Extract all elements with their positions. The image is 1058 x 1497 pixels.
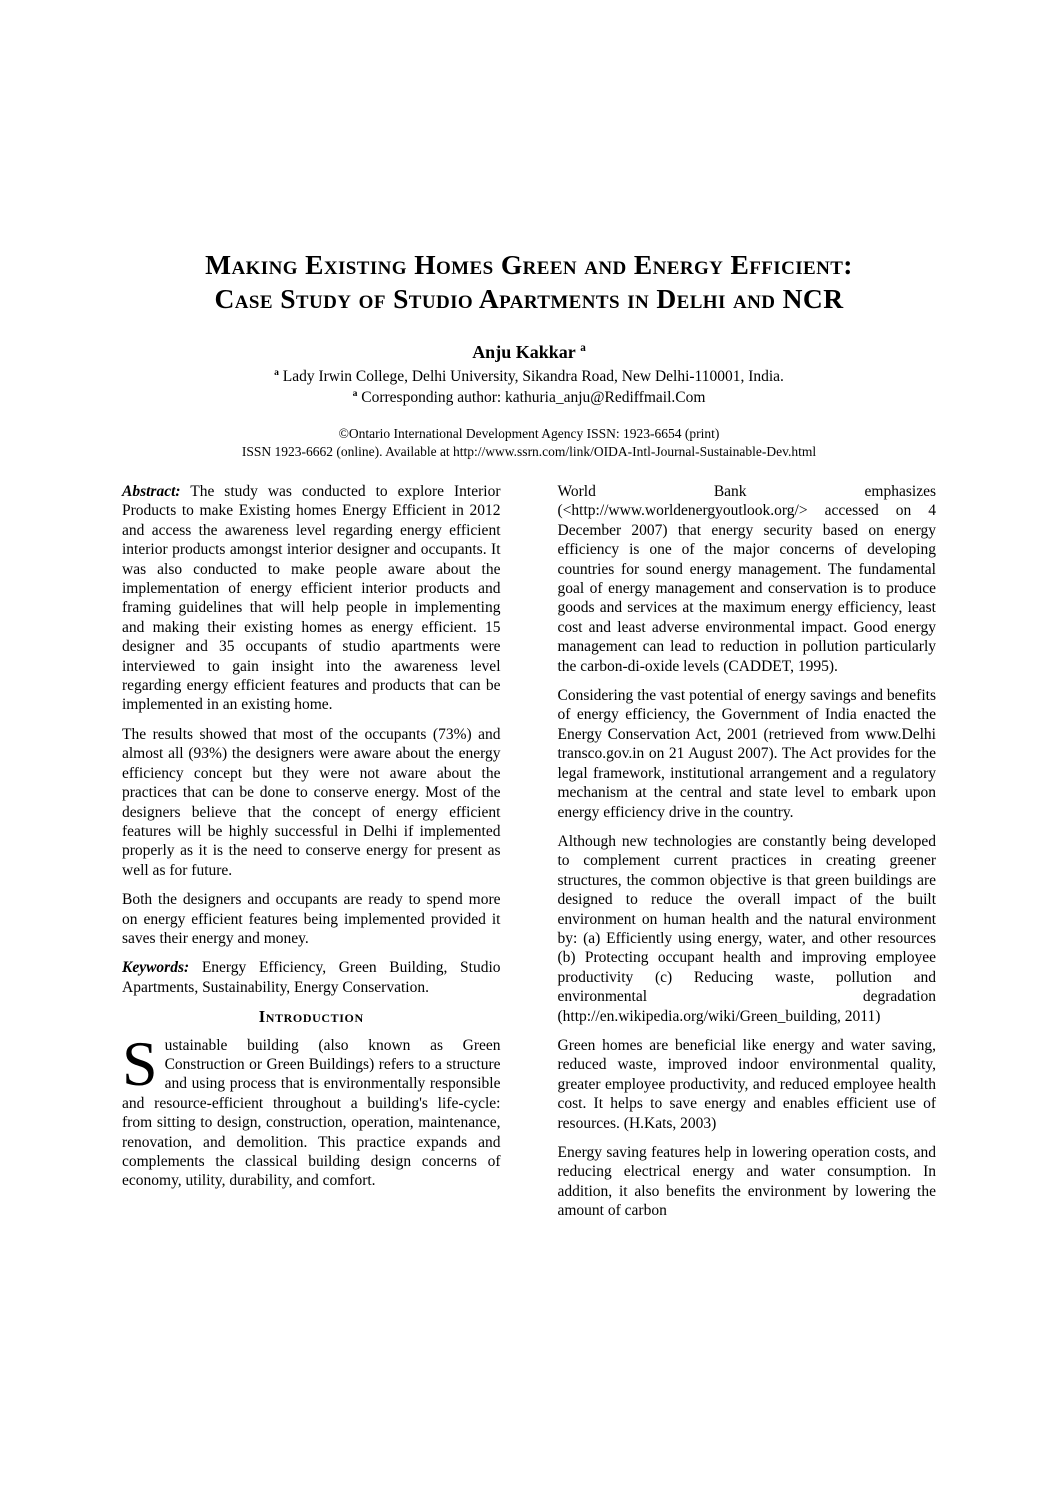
keywords-label: Keywords: bbox=[122, 959, 190, 977]
energy-conservation-act-paragraph: Considering the vast potential of energy savings and benefits of energy efficiency, the Government of India enacted the Energy Conservation Act, 2001 (retrieved from www.Delhi transco.gov.in on 21 August 2007). The Act provides for the legal framework, institutional arrangement and a regulatory mechanism at the central and state level to embark upon energy efficiency drive in the country. bbox=[557, 687, 936, 821]
keywords-text: Energy Efficiency, Green Building, Studio Apartments, Sustainability, Energy Conservation. bbox=[122, 959, 501, 996]
affiliation-line bbox=[122, 366, 936, 387]
copyright-line2: ISSN 1923-6662 (online). Available at http://www.ssrn.com/link/OIDA-Intl-Journal-Sustainable-Dev.html bbox=[241, 444, 817, 459]
abstract-text: The study was conducted to explore Interior Products to make Existing homes Energy Efficient in 2012 and access the awareness level regarding energy efficient interior products amongst interior designer and occupants. It was also conducted to make people aware about the implementation of energy efficient interior products and framing guidelines that will help people in implementing and making their existing homes as energy efficient. 15 designer and 35 occupants of studio apartments were interviewed to gain insight into the awareness level regarding energy efficient features and products that can be implemented in an existing home. bbox=[122, 483, 501, 714]
corresponding-superscript: a bbox=[352, 387, 358, 399]
author-line bbox=[122, 342, 936, 363]
green-buildings-objective-paragraph: Although new technologies are constantly being developed to complement current practices in creating greener structures, the common objective is that green buildings are designed to reduce the overall impact of the built environment on human health and the natural environment by: (a) Efficiently using energy, water, and other resources (b) Protecting occupant health and improving employee productivity (c) Reducing waste, pollution and environmental degradation (http://en.wikipedia.org/wiki/Green_building, 2011) bbox=[557, 832, 936, 1025]
paper-title-line2: Case Study of Studio Apartments in Delhi and NCR bbox=[214, 283, 844, 314]
abstract-paragraph bbox=[122, 482, 501, 715]
abstract-label: Abstract: bbox=[122, 483, 181, 500]
copyright-block bbox=[122, 425, 936, 461]
left-column bbox=[122, 482, 501, 1231]
world-bank-paragraph: World Bank emphasizes (<http://www.worldenergyoutlook.org/> accessed on 4 December 2007) that energy security based on energy efficiency is one of the major concerns of developing countries for sound energy management. The fundamental goal of energy management and conservation is to produce goods and services at the maximum energy efficiency, least cost and least adverse environmental impact. Good energy management can lead to reduction in pollution particularly the carbon-di-oxide levels (CADDET, 1995). bbox=[557, 483, 936, 675]
author-name: Anju Kakkar bbox=[472, 342, 576, 362]
affiliation-text: Lady Irwin College, Delhi University, Sikandra Road, New Delhi-110001, India. bbox=[282, 368, 784, 385]
spending-paragraph: Both the designers and occupants are ready to spend more on energy efficient features being implemented provided it saves their energy and money. bbox=[122, 891, 501, 947]
corresponding-author-text: Corresponding author: kathuria_anju@Rediffmail.Com bbox=[361, 389, 706, 406]
copyright-line1: ©Ontario International Development Agency ISSN: 1923-6654 (print) bbox=[338, 426, 720, 441]
two-column-body bbox=[122, 482, 936, 1231]
results-paragraph: The results showed that most of the occupants (73%) and almost all (93%) the designers were aware about the energy efficiency concept but they were not aware about the practices that can be done to conserve energy. Most of the designers believe that the concept of energy efficient features will be highly successful in Delhi if implemented properly as it is the need to conserve energy for present as well as for future. bbox=[122, 725, 501, 879]
right-column bbox=[558, 482, 937, 1231]
green-homes-benefits-paragraph: Green homes are beneficial like energy and water saving, reduced waste, improved indoor environmental quality, greater employee productivity, and reduced employee health cost. It helps to save energy and enables efficient use of resources. (H.Kats, 2003) bbox=[557, 1036, 936, 1132]
introduction-heading: Introduction bbox=[258, 1007, 364, 1027]
paper-title bbox=[122, 248, 936, 316]
affiliation-superscript: a bbox=[274, 366, 279, 378]
affiliation-block bbox=[122, 366, 936, 408]
paper-title-line1: Making Existing Homes Green and Energy Efficient: bbox=[205, 249, 853, 280]
energy-saving-features-paragraph: Energy saving features help in lowering operation costs, and reducing electrical energy and water consumption. In addition, it also benefits the environment by lowering the amount of carbon bbox=[557, 1144, 936, 1220]
corresponding-author-line bbox=[122, 387, 936, 408]
author-superscript: a bbox=[580, 342, 586, 354]
introduction-text: ustainable building (also known as Green Construction or Green Buildings) refers to a structure and using process that is environmentally responsible and resource-efficient throughout a building's life-cycle: from sitting to design, construction, operation, maintenance, renovation, and demolition. This practice expands and complements the classical building design concerns of economy, utility, durability, and comfort. bbox=[122, 1036, 501, 1190]
dropcap-letter: S bbox=[122, 1027, 158, 1099]
introduction-paragraph bbox=[122, 1027, 501, 1191]
keywords-paragraph bbox=[122, 958, 501, 997]
